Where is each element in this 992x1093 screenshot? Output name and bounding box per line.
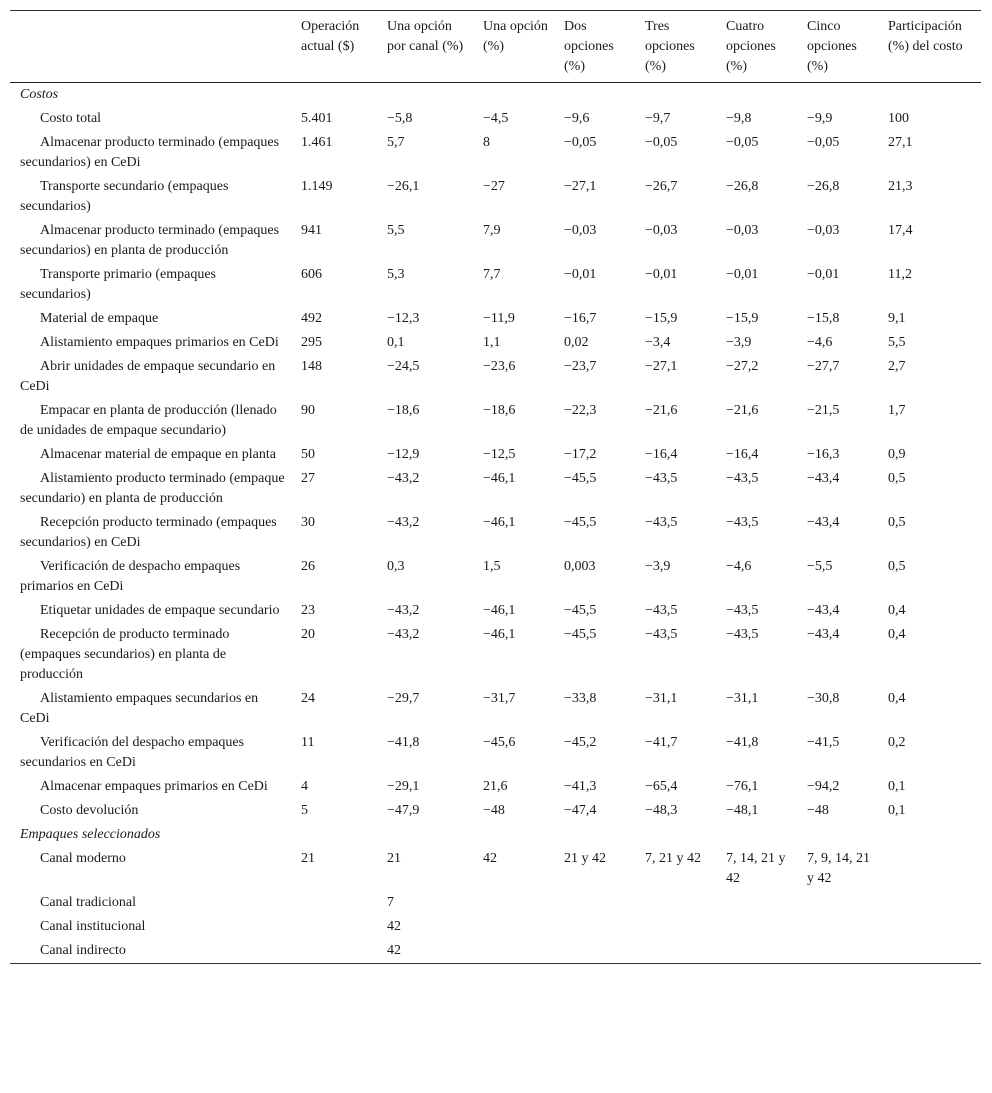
- table-row: [10, 307, 981, 331]
- table-cell: −46,1: [483, 603, 516, 618]
- row-label: Recepción de producto terminado (empaques secundarios) en planta de producción: [20, 627, 230, 682]
- header-row: [10, 11, 981, 83]
- row-label: Canal tradicional: [40, 895, 137, 910]
- row-label: Verificación de despacho empaques primarios en CeDi: [20, 559, 241, 594]
- table-cell: −16,4: [726, 447, 759, 462]
- table-cell: −17,2: [564, 447, 597, 462]
- table-cell: −16,3: [807, 447, 840, 462]
- table-cell: [291, 915, 377, 939]
- table-cell: 1.149: [301, 179, 333, 194]
- table-cell: −41,8: [387, 735, 420, 750]
- row-label: Verificación del despacho empaques secundarios en CeDi: [20, 735, 245, 770]
- table-cell: [554, 891, 635, 915]
- table-cell: −23,6: [483, 359, 516, 374]
- table-cell: −27,1: [645, 359, 678, 374]
- row-label: Transporte primario (empaques secundarios): [20, 267, 216, 302]
- table-cell: 1,1: [483, 335, 501, 350]
- section-title: Costos: [20, 87, 59, 102]
- table-cell: −12,3: [387, 311, 420, 326]
- table-cell: −43,5: [645, 515, 678, 530]
- table-cell: [878, 915, 981, 939]
- table-cell: 5,3: [387, 267, 405, 282]
- table-cell: [291, 891, 377, 915]
- row-label: Canal institucional: [40, 919, 146, 934]
- table-cell: −0,05: [645, 135, 678, 150]
- table-cell: −0,01: [645, 267, 678, 282]
- table-cell: −45,5: [564, 515, 597, 530]
- table-cell: −9,8: [726, 111, 752, 126]
- table-cell: 20: [301, 627, 315, 642]
- table-row: [10, 107, 981, 131]
- table-row: [10, 443, 981, 467]
- table-cell: 0,003: [564, 559, 596, 574]
- table-row: [10, 623, 981, 687]
- table-cell: 24: [301, 691, 315, 706]
- table-cell: 0,02: [564, 335, 589, 350]
- table-cell: −43,4: [807, 627, 840, 642]
- table-cell: 2,7: [888, 359, 906, 374]
- table-cell: −48: [483, 803, 505, 818]
- table-cell: 606: [301, 267, 322, 282]
- table-cell: −26,7: [645, 179, 678, 194]
- table-cell: −43,5: [726, 603, 759, 618]
- table-cell: −5,5: [807, 559, 833, 574]
- table-cell: −41,3: [564, 779, 597, 794]
- table-cell: −46,1: [483, 515, 516, 530]
- table-cell: −21,5: [807, 403, 840, 418]
- table-row: [10, 731, 981, 775]
- section-title: Empaques seleccionados: [20, 827, 161, 842]
- table-cell: [878, 939, 981, 964]
- table-cell: −30,8: [807, 691, 840, 706]
- row-label: Almacenar empaques primarios en CeDi: [40, 779, 268, 794]
- table-row: [10, 599, 981, 623]
- row-label: Alistamiento empaques secundarios en CeDi: [20, 691, 259, 726]
- table-row: [10, 219, 981, 263]
- table-cell: −0,05: [564, 135, 597, 150]
- table-row: [10, 355, 981, 399]
- table-cell: −76,1: [726, 779, 759, 794]
- table-cell: [797, 891, 878, 915]
- table-cell: −18,6: [387, 403, 420, 418]
- table-cell: −26,8: [726, 179, 759, 194]
- table-cell: [878, 891, 981, 915]
- row-label: Alistamiento producto terminado (empaque secundario) en planta de producción: [20, 471, 285, 506]
- row-label: Transporte secundario (empaques secundarios): [20, 179, 229, 214]
- table-cell: −48,3: [645, 803, 678, 818]
- table-cell: [716, 939, 797, 964]
- table-cell: −4,6: [807, 335, 833, 350]
- table-cell: −24,5: [387, 359, 420, 374]
- table-cell: −0,01: [807, 267, 840, 282]
- row-label: Etiquetar unidades de empaque secundario: [40, 603, 280, 618]
- table-cell: 148: [301, 359, 322, 374]
- table-cell: 21: [301, 851, 315, 866]
- table-cell: 7, 14, 21 y 42: [726, 851, 786, 886]
- table-cell: −48: [807, 803, 829, 818]
- table-cell: −0,01: [726, 267, 759, 282]
- table-cell: −9,7: [645, 111, 671, 126]
- table-cell: −47,4: [564, 803, 597, 818]
- table-cell: −46,1: [483, 471, 516, 486]
- table-row: [10, 175, 981, 219]
- table-cell: −12,9: [387, 447, 420, 462]
- table-row: [10, 331, 981, 355]
- column-header: Dos opciones (%): [564, 19, 614, 74]
- table-cell: −0,01: [564, 267, 597, 282]
- table-cell: 30: [301, 515, 315, 530]
- table-cell: [716, 915, 797, 939]
- table-cell: −45,6: [483, 735, 516, 750]
- table-cell: 27: [301, 471, 315, 486]
- table-cell: 5,5: [387, 223, 405, 238]
- table-cell: −0,03: [807, 223, 840, 238]
- table-cell: −27,2: [726, 359, 759, 374]
- table-cell: −5,8: [387, 111, 413, 126]
- table-row: [10, 511, 981, 555]
- row-label: Alistamiento empaques primarios en CeDi: [40, 335, 279, 350]
- table-row: [10, 467, 981, 511]
- table-cell: 295: [301, 335, 322, 350]
- table-cell: 0,1: [888, 803, 906, 818]
- table-cell: −45,5: [564, 471, 597, 486]
- row-label: Canal moderno: [40, 851, 126, 866]
- table-row: [10, 891, 981, 915]
- table-cell: 0,4: [888, 691, 906, 706]
- table-row: [10, 939, 981, 964]
- table-cell: −4,6: [726, 559, 752, 574]
- table-cell: −15,9: [726, 311, 759, 326]
- table-cell: −43,5: [645, 603, 678, 618]
- table-cell: 0,5: [888, 559, 906, 574]
- table-cell: −43,2: [387, 471, 420, 486]
- table-cell: −29,1: [387, 779, 420, 794]
- table-cell: −94,2: [807, 779, 840, 794]
- table-cell: 7, 9, 14, 21 y 42: [807, 851, 870, 886]
- table-cell: −43,5: [726, 515, 759, 530]
- table-cell: 0,1: [888, 779, 906, 794]
- table-cell: 21: [387, 851, 401, 866]
- column-header: Cuatro opciones (%): [726, 19, 776, 74]
- table-cell: 8: [483, 135, 490, 150]
- table-cell: [716, 891, 797, 915]
- row-label: Almacenar material de empaque en planta: [40, 447, 276, 462]
- table-cell: 0,4: [888, 627, 906, 642]
- table-cell: −41,5: [807, 735, 840, 750]
- column-header: Operación actual ($): [301, 19, 360, 54]
- table-cell: −9,9: [807, 111, 833, 126]
- section-row: [10, 83, 981, 108]
- table-cell: [635, 939, 716, 964]
- table-cell: −9,6: [564, 111, 590, 126]
- table-cell: 0,5: [888, 515, 906, 530]
- table-cell: −43,4: [807, 471, 840, 486]
- table-cell: [473, 939, 554, 964]
- table-row: [10, 915, 981, 939]
- table-cell: [554, 915, 635, 939]
- table-cell: −43,5: [645, 471, 678, 486]
- table-cell: −48,1: [726, 803, 759, 818]
- table-cell: −45,5: [564, 627, 597, 642]
- table-cell: −0,03: [645, 223, 678, 238]
- table-cell: −18,6: [483, 403, 516, 418]
- table-cell: 90: [301, 403, 315, 418]
- table-cell: −3,9: [726, 335, 752, 350]
- table-cell: 42: [483, 851, 497, 866]
- table-cell: 0,1: [387, 335, 405, 350]
- table-cell: 11: [301, 735, 315, 750]
- table-cell: −16,4: [645, 447, 678, 462]
- table-cell: 100: [888, 111, 909, 126]
- table-cell: 50: [301, 447, 315, 462]
- table-cell: 11,2: [888, 267, 912, 282]
- row-label: Canal indirecto: [40, 943, 126, 958]
- table-cell: −45,2: [564, 735, 597, 750]
- column-header: Tres opciones (%): [645, 19, 695, 74]
- table-cell: −15,9: [645, 311, 678, 326]
- table-cell: −31,1: [726, 691, 759, 706]
- table-cell: [797, 939, 878, 964]
- table-cell: −21,6: [726, 403, 759, 418]
- table-cell: 7,9: [483, 223, 501, 238]
- table-cell: 5,7: [387, 135, 405, 150]
- table-cell: −15,8: [807, 311, 840, 326]
- table-cell: −46,1: [483, 627, 516, 642]
- table-row: [10, 847, 981, 891]
- table-cell: −45,5: [564, 603, 597, 618]
- table-cell: −4,5: [483, 111, 509, 126]
- table-cell: 17,4: [888, 223, 913, 238]
- row-label: Almacenar producto terminado (empaques secundarios) en CeDi: [20, 135, 280, 170]
- table-row: [10, 399, 981, 443]
- row-label: Recepción producto terminado (empaques secundarios) en CeDi: [20, 515, 277, 550]
- table-cell: −0,05: [807, 135, 840, 150]
- table-cell: 5: [301, 803, 308, 818]
- table-cell: [291, 939, 377, 964]
- table-cell: −0,05: [726, 135, 759, 150]
- table-cell: −0,03: [726, 223, 759, 238]
- column-header: Cinco opciones (%): [807, 19, 857, 74]
- table-row: [10, 263, 981, 307]
- table-cell: −65,4: [645, 779, 678, 794]
- table-cell: 7: [387, 895, 394, 910]
- table-cell: −43,5: [645, 627, 678, 642]
- table-row: [10, 687, 981, 731]
- table-cell: 492: [301, 311, 322, 326]
- row-label: Material de empaque: [40, 311, 159, 326]
- table-cell: 42: [387, 943, 401, 958]
- table-cell: −43,4: [807, 515, 840, 530]
- table-cell: 4: [301, 779, 308, 794]
- table-cell: −31,7: [483, 691, 516, 706]
- section-row: [10, 823, 981, 847]
- table-cell: 7, 21 y 42: [645, 851, 701, 866]
- table-cell: −29,7: [387, 691, 420, 706]
- table-cell: 7,7: [483, 267, 501, 282]
- table-cell: 0,4: [888, 603, 906, 618]
- table-cell: −0,03: [564, 223, 597, 238]
- table-cell: −22,3: [564, 403, 597, 418]
- table-cell: −33,8: [564, 691, 597, 706]
- table-cell: −11,9: [483, 311, 515, 326]
- table-row: [10, 799, 981, 823]
- table-cell: −43,5: [726, 471, 759, 486]
- table-cell: 5.401: [301, 111, 333, 126]
- table-cell: −41,8: [726, 735, 759, 750]
- table-row: [10, 131, 981, 175]
- row-label: Empacar en planta de producción (llenado de unidades de empaque secundario): [20, 403, 277, 438]
- table-cell: [554, 939, 635, 964]
- table-cell: 23: [301, 603, 315, 618]
- table-cell: 21,6: [483, 779, 508, 794]
- table-cell: 0,2: [888, 735, 906, 750]
- table-cell: −27,7: [807, 359, 840, 374]
- table-cell: 1,7: [888, 403, 906, 418]
- table-cell: [473, 891, 554, 915]
- table-cell: −43,4: [807, 603, 840, 618]
- table-cell: −43,2: [387, 515, 420, 530]
- table-cell: −27: [483, 179, 505, 194]
- table-cell: −47,9: [387, 803, 420, 818]
- table-cell: 9,1: [888, 311, 906, 326]
- table-cell: 42: [387, 919, 401, 934]
- table-cell: [473, 915, 554, 939]
- table-cell: −43,5: [726, 627, 759, 642]
- table-cell: −16,7: [564, 311, 597, 326]
- table-cell: −26,8: [807, 179, 840, 194]
- table-cell: 0,5: [888, 471, 906, 486]
- column-header: Una opción por canal (%): [387, 19, 464, 54]
- table-cell: 1,5: [483, 559, 501, 574]
- column-header: Participación (%) del costo: [888, 19, 963, 54]
- table-cell: −3,9: [645, 559, 671, 574]
- table-cell: 941: [301, 223, 322, 238]
- column-header: Una opción (%): [483, 19, 548, 54]
- table-cell: 5,5: [888, 335, 906, 350]
- table-cell: −12,5: [483, 447, 516, 462]
- table-cell: −43,2: [387, 627, 420, 642]
- table-cell: 21,3: [888, 179, 913, 194]
- table-cell: −23,7: [564, 359, 597, 374]
- row-label: Costo total: [40, 111, 102, 126]
- table-cell: −41,7: [645, 735, 678, 750]
- cost-comparison-table: [10, 10, 981, 964]
- table-cell: 0,9: [888, 447, 906, 462]
- table-cell: [878, 847, 981, 891]
- row-label: Costo devolución: [40, 803, 139, 818]
- table-cell: [797, 915, 878, 939]
- table-cell: −21,6: [645, 403, 678, 418]
- table-cell: 0,3: [387, 559, 405, 574]
- table-cell: 27,1: [888, 135, 913, 150]
- column-header: [10, 11, 291, 83]
- row-label: Abrir unidades de empaque secundario en CeDi: [20, 359, 276, 394]
- table-cell: −43,2: [387, 603, 420, 618]
- table-cell: [635, 891, 716, 915]
- table-body: [10, 83, 981, 964]
- table-cell: [635, 915, 716, 939]
- table-cell: −3,4: [645, 335, 671, 350]
- table-row: [10, 555, 981, 599]
- table-cell: −26,1: [387, 179, 420, 194]
- row-label: Almacenar producto terminado (empaques secundarios) en planta de producción: [20, 223, 280, 258]
- table-row: [10, 775, 981, 799]
- table-cell: −27,1: [564, 179, 597, 194]
- table-cell: −31,1: [645, 691, 678, 706]
- table-cell: 1.461: [301, 135, 333, 150]
- table-cell: 21 y 42: [564, 851, 606, 866]
- table-cell: 26: [301, 559, 315, 574]
